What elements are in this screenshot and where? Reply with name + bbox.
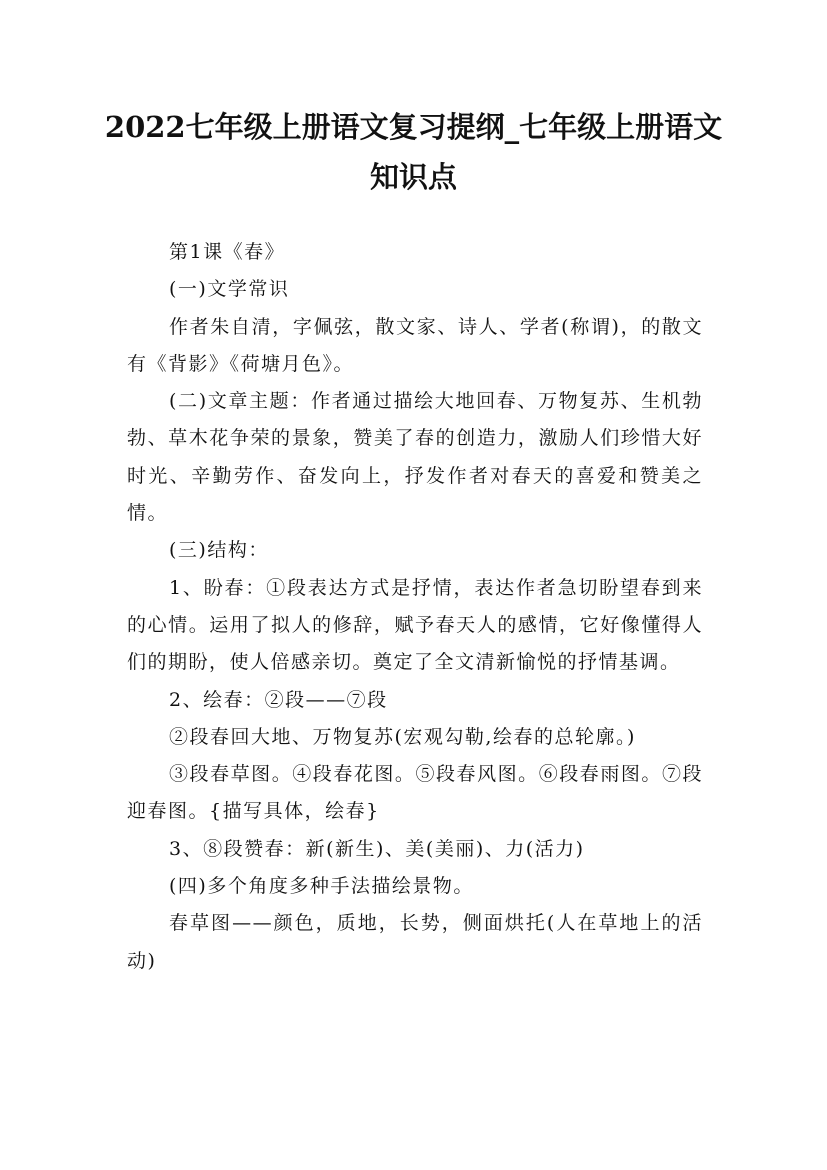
- paragraph-spring-returns: ②段春回大地、万物复苏(宏观勾勒,绘春的总轮廓。): [169, 725, 636, 748]
- lesson-heading: 第1课《春》: [169, 241, 286, 263]
- paragraph-depicting-spring: 2、绘春：②段——⑦段: [169, 688, 388, 711]
- paragraph-author-info: 作者朱自清，字佩弦，散文家、诗人、学者(称谓)，的散文有《背影》《荷塘月色》。: [127, 315, 703, 375]
- paragraph-anticipating-spring: 1、盼春：①段表达方式是抒情，表达作者急切盼望春到来的心情。运用了拟人的修辞，赋予春天人的感情，它好像懂得人们的期盼，使人倍感亲切。奠定了全文清新愉悦的抒情基调。: [127, 576, 703, 674]
- document-title: 2022七年级上册语文复习提纲_七年级上册语文知识点: [104, 110, 723, 194]
- section-heading-literary-knowledge: (一)文学常识: [169, 278, 290, 301]
- paragraph-spring-pictures: ③段春草图。④段春花图。⑤段春风图。⑥段春雨图。⑦段迎春图。{描写具体，绘春}: [127, 763, 703, 823]
- paragraph-praising-spring: 3、⑧段赞春：新(新生)、美(美丽)、力(活力): [169, 837, 585, 860]
- paragraph-theme: (二)文章主题：作者通过描绘大地回春、万物复苏、生机勃勃、草木花争荣的景象，赞美了春的创造力，激励人们珍惜大好时光、辛勤劳作、奋发向上，抒发作者对春天的喜爱和赞美之情。: [127, 390, 703, 525]
- paragraph-spring-grass: 春草图——颜色，质地，长势，侧面烘托(人在草地上的活动): [127, 912, 703, 972]
- section-heading-techniques: (四)多个角度多种手法描绘景物。: [169, 875, 474, 898]
- document-body: [127, 234, 703, 980]
- section-heading-structure: (三)结构：: [169, 539, 269, 562]
